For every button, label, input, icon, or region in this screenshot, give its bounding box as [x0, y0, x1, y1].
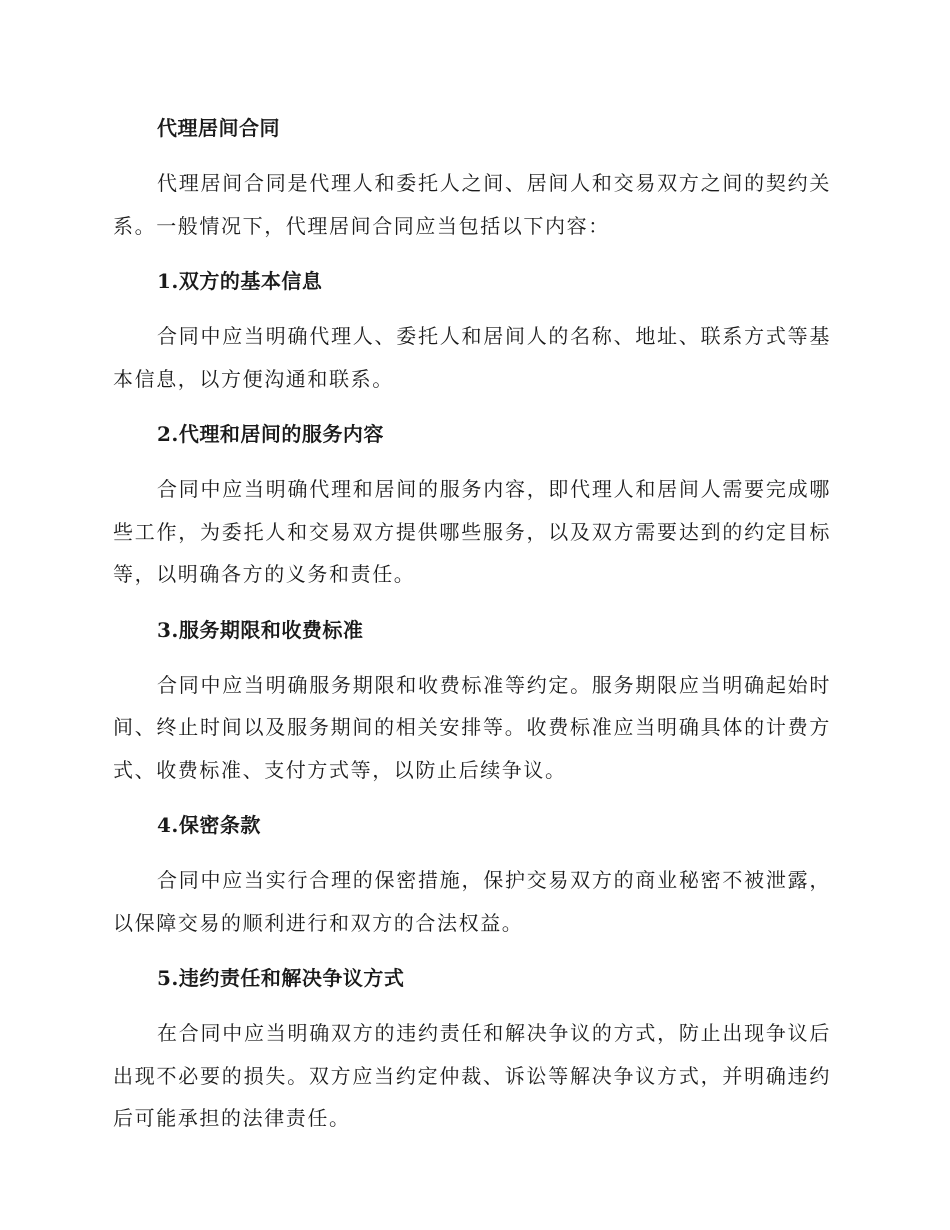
- section-body-3: 合同中应当明确服务期限和收费标准等约定。服务期限应当明确起始时间、终止时间以及服务期间的相关安排等。收费标准应当明确具体的计费方式、收费标准、支付方式等，以防止后续争议。: [113, 672, 831, 782]
- document-title: 代理居间合同: [157, 116, 280, 140]
- section-body-1: 合同中应当明确代理人、委托人和居间人的名称、地址、联系方式等基本信息，以方便沟通和联系。: [113, 324, 831, 391]
- document-body: [113, 108, 831, 1154]
- section-heading-3: 3.服务期限和收费标准: [157, 617, 364, 642]
- section-heading-4: 4.保密条款: [157, 813, 261, 837]
- section-body-2: 合同中应当明确代理和居间的服务内容，即代理人和居间人需要完成哪些工作，为委托人和交易双方提供哪些服务，以及双方需要达到的约定目标等，以明确各方的义务和责任。: [113, 477, 831, 586]
- section-body-4: 合同中应当实行合理的保密措施，保护交易双方的商业秘密不被泄露，以保障交易的顺利进行和双方的合法权益。: [113, 868, 831, 935]
- intro-paragraph: 代理居间合同是代理人和委托人之间、居间人和交易双方之间的契约关系。一般情况下，代理居间合同应当包括以下内容：: [113, 171, 831, 238]
- section-heading-5: 5.违约责任和解决争议方式: [157, 966, 405, 990]
- section-heading-2: 2.代理和居间的服务内容: [157, 422, 384, 446]
- section-heading-1: 1.双方的基本信息: [157, 269, 323, 293]
- section-body-5: 在合同中应当明确双方的违约责任和解决争议的方式，防止出现争议后出现不必要的损失。双方应当约定仲裁、诉讼等解决争议方式，并明确违约后可能承担的法律责任。: [113, 1021, 831, 1130]
